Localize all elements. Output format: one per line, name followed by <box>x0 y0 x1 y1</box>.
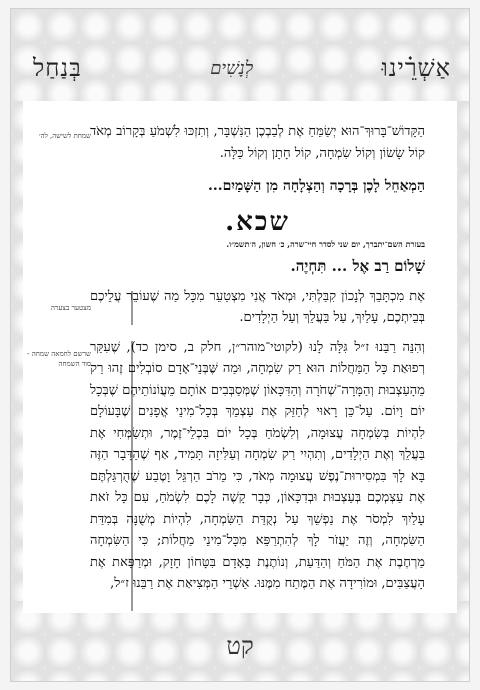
page-content <box>23 113 457 613</box>
closing-wish: הַמְאַחֵל לָכֶן בְּרָכָה וְהַצְלָחָה מִן הַשָּׁמַיִם... <box>207 178 425 194</box>
paragraph-received: אֶת מִכְתָּבֵךְ לְנָכוֹן קִבַּלְתִּי, וּמְאֹד אֲנִי מִצְטַעֵר מִכָּל מַה שֶׁעוֹבֵר עֲלֵיכֶם בְּבֵיתְכֶם, עָלַיִךְ, עַל בַּעֲלֵךְ וְעַל הַיְלָדִים. <box>90 288 425 325</box>
paragraph-joy: וְהִנֵּה רַבֵּנוּ ז״ל גִּלָּה לָנוּ (לקוטי־מוהר״ן, חלק ב, סימן כד), שֶׁעִקַּר רְפוּאַת כָּל הַמַּחֲלוֹת הוּא רַק שִׂמְחָה, וּמַה שֶּׁבְּנֵי־אָדָם סוֹבְלִים זֶהוּ רַק מֵהָעַצְבוּת וְהַמָּרָה־שְׁחֹרָה וְהַדִּכָּאוֹן שֶׁמְּסַבְּבִים אוֹתָם מֵעֲוֹנוֹתֵיהֶם שֶׁבְּכָל יוֹם וָיוֹם. עַל־כֵּן רָאוּי לְחַזֵּק אֶת עַצְמֵךְ בְּכָל־מִינֵי אֳפָנִים שֶׁבָּעוֹלָם לִהְיוֹת בְּשִׂמְחָה עֲצוּמָה, וְלִשְׂמֹחַ בְּכָל יוֹם בִּכְלֵי־זֶמֶר, וּתְשַׂמְּחִי אֶת בַּעֲלֵךְ וְאֶת הַיְלָדִים, וְתִהְיִי רַק שִׂמְחָה וְעַלִּיזָה תָּמִיד, אַף שֶׁהַדָּבָר הַזֶּה בָּא לָךְ בִּמְסִירוּת־נֶפֶשׁ עֲצוּמָה מְאֹד, כִּי מֵרֹב הַרְגֵּל וָטֶבַע שֶׁהֻרְגַּלְתֶּם אֶת עַצְמְכֶם בְּעַצְבוּת וּבְדִכָּאוֹן, כְּבָר קָשֶׁה לָכֶם לִשְׂמֹחַ, עִם כָּל זֹאת עָלַיִךְ לִמְסֹר אֶת נַפְשֵׁךְ עַל נְקֻדַּת הַשִּׂמְחָה, לִהְיוֹת מְשֻׁנָּה בְּמִדַּת הַשִּׂמְחָה, וְזֶה יַעֲזֹר לָךְ לְהִתְרַפֵּא מִכָּל־מִינֵי מַחֲלוֹת; כִּי הַשִּׂמְחָה מַרְחֶבֶת אֶת הַמֹּחַ וְהַדַּעַת, וְנוֹתֶנֶת בָּאָדָם בִּטָּחוֹן חָזָק, וּמְרַפֵּאת אֶת הָעֲצַבִּים, וּמוֹרִידָה אֶת הַמֶּתַח מִמֶּנּוּ. אַשְׁרֵי הַמְּצִיאַת אֶת רַבֵּנוּ ז״ל, <box>90 339 425 591</box>
book-title-center: לְנָשִׁים <box>210 57 254 79</box>
book-title-right: אַשְׁרֵ֗ינוּ <box>381 53 451 82</box>
letter-number: שכא. <box>225 206 290 237</box>
margin-note-2: מצטער בצערה <box>50 304 91 312</box>
paragraph-blessing: הַקָּדוֹשׁ־בָּרוּךְ־הוּא יְשַׂמֵּחַ אֶת לְבַבְכֶן הַנִּשְׁבָּר, וְתִזְכּוּ לִשְׁמֹעַ בְּקָרוֹב מְאֹד קוֹל שָׂשׂוֹן וְקוֹל שִׂמְחָה, קוֹל חָתָן וְקוֹל כַּלָּה. <box>90 124 425 161</box>
decorative-left-border <box>11 101 23 601</box>
page-frame <box>10 8 470 682</box>
decorative-right-border <box>457 101 469 601</box>
margin-note-3: שרשם לחמאה שמחה - סוד השמחה <box>27 350 91 368</box>
letter-greeting: שָׁלוֹם רַב אֶל ... תִּחְיֶה. <box>290 257 425 275</box>
book-title-left: בְּנַחַל <box>33 53 82 82</box>
letter-dateline: בעזרת השם־יתברך, יום שני לסדר חיי־שרה, כ׳ חשון, ה׳תשמ״ו. <box>226 239 425 249</box>
page-number: קט <box>226 632 254 660</box>
main-text-column <box>90 121 425 595</box>
running-header <box>33 53 451 83</box>
margin-note-1: שמחת לשישה, לה׳ <box>38 132 91 140</box>
